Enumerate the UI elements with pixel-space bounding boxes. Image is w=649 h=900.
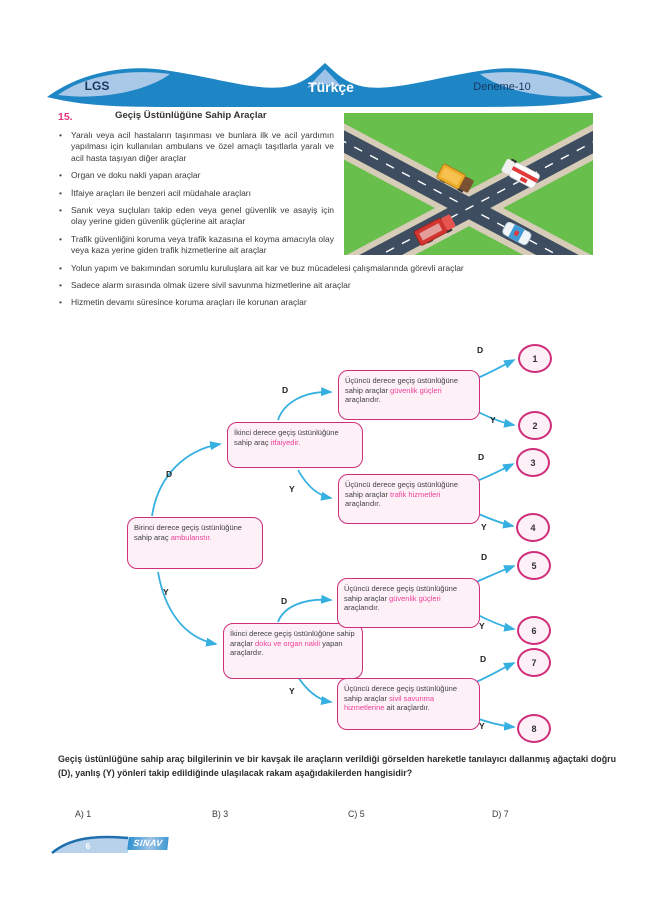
bullet-item: • Hizmetin devamı süresince koruma araçları ile korunan araçlar (58, 297, 616, 308)
bullet-item: • Trafik güvenliğini koruma veya trafik kazasına el koyma amacıyla olay veya kaza yerine giden trafik hizmetlerine ait araçlar (58, 234, 616, 257)
branch-label-d: D (478, 452, 485, 462)
tree-node-root (127, 517, 263, 569)
outcome-circle-7: 7 (517, 648, 551, 677)
node-text: İkinci derece geçiş üstünlüğüne sahip araç (234, 428, 339, 447)
tree-node-level3-2 (338, 474, 480, 524)
outcome-circle-1: 1 (518, 344, 552, 373)
bullet-item: • Yaralı veya acil hastaların taşınması ve bunlara ilk ve acil yardımın yapılması için kullanılan ambulans ve özel amaçlı taşıtlarla yaralı ve acil hasta taşıyan diğer araçlar (58, 130, 616, 164)
option-a: A) 1 (75, 809, 92, 819)
decision-tree (0, 330, 649, 760)
bullet-item: • Yolun yapım ve bakımından sorumlu kuruluşlara ait kar ve buz mücadelesi çalışmalarında görevli araçlar (58, 263, 616, 274)
node-text: araçlarıdır. (344, 603, 380, 613)
bullet-item: • Organ ve doku nakli yapan araçlar (58, 170, 616, 181)
outcome-circle-5: 5 (517, 551, 551, 580)
node-text: Üçüncü derece geçiş üstünlüğüne sahip araçlar (344, 584, 457, 603)
branch-label-y: Y (163, 587, 169, 597)
node-highlight: güvenlik güçleri (389, 593, 441, 603)
tree-node-level3-3 (337, 578, 480, 628)
outcome-circle-4: 4 (516, 513, 550, 542)
question-block (58, 110, 616, 315)
bullet-list (58, 130, 616, 309)
node-text: ait araçlardır. (384, 703, 430, 713)
tree-arrows (0, 330, 649, 760)
branch-label-y: Y (479, 621, 485, 631)
page-footer (50, 834, 190, 856)
answer-options (58, 809, 616, 823)
footer-swoosh (50, 834, 130, 856)
page-number: 6 (85, 842, 91, 851)
edition-name: Deneme-10 (473, 81, 531, 93)
node-text: Üçüncü derece geçiş üstünlüğüne sahip araçlar (344, 684, 457, 703)
tree-node-level3-1 (338, 370, 480, 420)
node-text: yapan araçlardır. (230, 638, 343, 658)
question-number: 15. (58, 111, 73, 123)
node-highlight: sivil savunma hizmetlerine (344, 693, 435, 713)
branch-label-d: D (281, 596, 288, 606)
branch-label-y: Y (289, 686, 295, 696)
tree-node-level3-4 (337, 678, 480, 730)
tree-node-level2-top (227, 422, 363, 468)
question-title: Geçiş Üstünlüğüne Sahip Araçlar (115, 110, 267, 121)
question-prompt: Geçiş üstünlüğüne sahip araç bilgilerinin ve bir kavşak ile araçların verildiği görselden hareketle tanılayıcı dallanmış ağaçtaki doğru (D), yanlış (Y) yönleri takip edildiğinde ulaşılacak rakam aşağıdakilerden hangisidir? (58, 754, 616, 778)
outcome-circle-6: 6 (517, 616, 551, 645)
node-highlight: trafik hizmetleri (390, 489, 441, 499)
option-c: C) 5 (348, 809, 365, 819)
node-text: Birinci derece geçiş üstünlüğüne sahip araç (134, 523, 242, 542)
node-text: araçlarıdır. (345, 395, 381, 405)
node-text: araçlarıdır. (345, 499, 381, 509)
node-highlight: doku ve organ nakli (255, 638, 321, 648)
branch-label-d: D (480, 654, 487, 664)
branch-label-d: D (477, 345, 484, 355)
publisher-logo: SINAV (127, 837, 168, 850)
branch-label-d: D (166, 469, 173, 479)
node-text: İkinci derece geçiş üstünlüğüne sahip araçlar (230, 629, 355, 648)
option-b: B) 3 (212, 809, 229, 819)
branch-label-y: Y (479, 721, 485, 731)
bullet-item: • Sadece alarm sırasında olmak üzere sivil savunma hizmetlerine ait araçlar (58, 280, 616, 291)
branch-label-y: Y (490, 415, 496, 425)
node-text: Üçüncü derece geçiş üstünlüğüne sahip araçlar (345, 376, 458, 395)
outcome-circle-3: 3 (516, 448, 550, 477)
exam-name: LGS (84, 79, 110, 93)
header-banner (44, 60, 606, 108)
node-highlight: güvenlik güçleri (390, 385, 442, 395)
branch-label-y: Y (289, 484, 295, 494)
branch-label-y: Y (481, 522, 487, 532)
node-text: Üçüncü derece geçiş üstünlüğüne sahip araçlar (345, 480, 458, 499)
bullet-item: • Sanık veya suçluları takip eden veya genel güvenlik ve asayiş için olay yerine giden güvenlik güçlerine ait araçlar (58, 205, 616, 228)
node-highlight: itfaiyedir. (270, 437, 301, 447)
branch-label-d: D (282, 385, 289, 395)
tree-node-level2-bottom (223, 623, 363, 679)
branch-label-d: D (481, 552, 488, 562)
bullet-item: • İtfaiye araçları ile benzeri acil müdahale araçları (58, 188, 616, 199)
option-d: D) 7 (492, 809, 509, 819)
node-highlight: ambulanstır. (170, 532, 212, 542)
subject-name: Türkçe (308, 79, 354, 95)
outcome-circle-2: 2 (518, 411, 552, 440)
outcome-circle-8: 8 (517, 714, 551, 743)
